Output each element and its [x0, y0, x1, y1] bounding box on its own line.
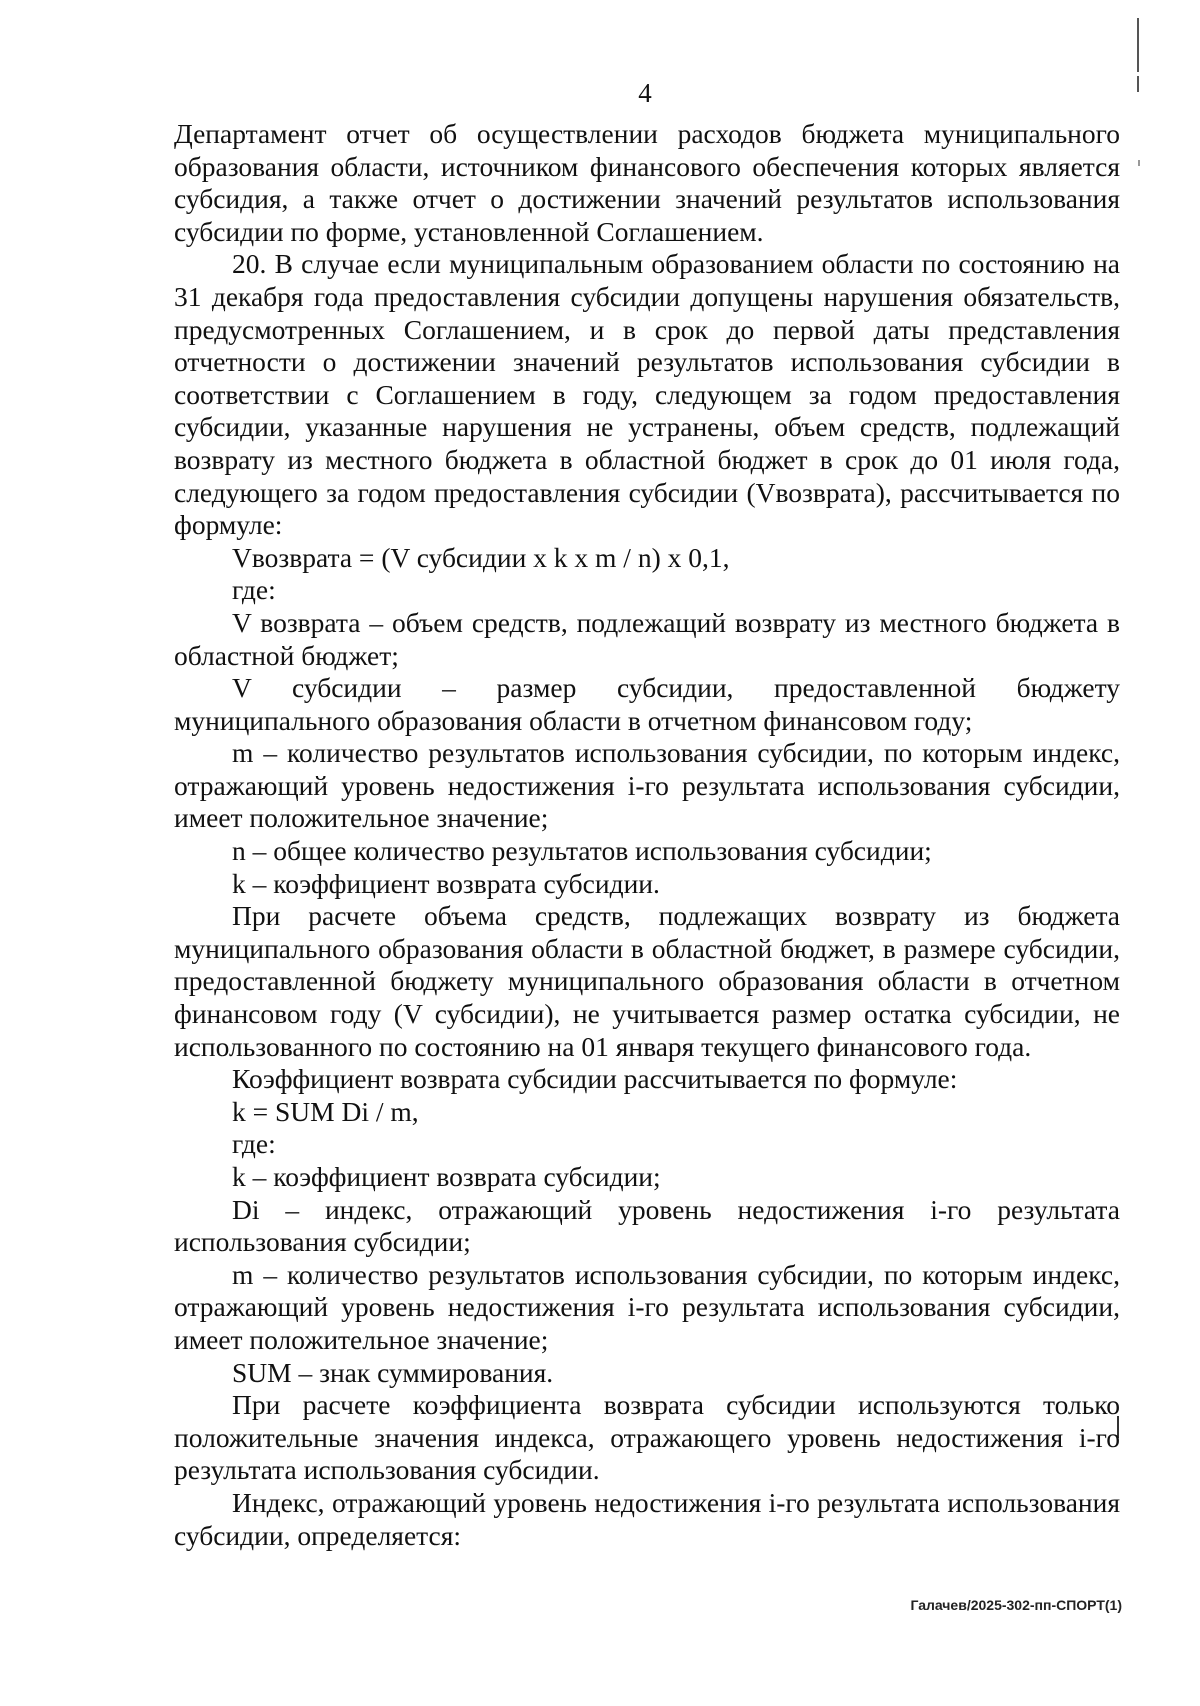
paragraph-p04: где: — [232, 574, 276, 606]
document-body — [174, 118, 1120, 1552]
paragraph-p19: Индекс, отражающий уровень недостижения i-го результата использования субсидии, определяется: — [174, 1486, 1120, 1551]
paragraph-p14: k – коэффициент возврата субсидии; — [232, 1161, 661, 1192]
paragraph-p12: k = SUM Di / m, — [232, 1095, 419, 1127]
paragraph-p07: m – количество результатов использования субсидии, по которым индекс, отражающий уровень недостижения i-го результата использования субсидии, имеет положительное значение; — [174, 737, 1120, 834]
page-number: 4 — [638, 78, 652, 108]
paragraph-p10: При расчете объема средств, подлежащих возврату из бюджета муниципального образования области в областной бюджет, в размере субсидии, предоставленной бюджету муниципального образования области в отчетном финансовом году (V субсидии), не учитывается размер остатка субсидии, не использованного по состоянию на 01 января текущего финансового года. — [174, 900, 1120, 1062]
paragraph-p09: k – коэффициент возврата субсидии. — [232, 867, 660, 899]
paragraph-p11: Коэффициент возврата субсидии рассчитывается по формуле: — [232, 1063, 958, 1095]
paragraph-p06: V субсидии – размер субсидии, предоставленной бюджету муниципального образования области в отчетном финансовом году; — [174, 672, 1120, 736]
scan-edge-mark — [1138, 160, 1140, 166]
paragraph-p15: Di – индекс, отражающий уровень недостижения i-го результата использования субсидии; — [174, 1193, 1120, 1258]
paragraph-p05: V возврата – объем средств, подлежащий возврату из местного бюджета в областной бюджет; — [174, 606, 1120, 671]
document-footer-code: Галачев/2025-302-пп-СПОРТ(1) — [910, 1597, 1122, 1613]
scan-edge-mark — [1137, 18, 1139, 72]
paragraph-p01: Департамент отчет об осуществлении расходов бюджета муниципального образования области, источником финансового обеспечения которых является субсидия, а также отчет о достижении значений результатов использования субсидии по форме, установленной Соглашением. — [174, 118, 1120, 247]
paragraph-p08: n – общее количество результатов использования субсидии; — [232, 835, 932, 867]
paragraph-p13: где: — [232, 1128, 276, 1160]
paragraph-p02: 20. В случае если муниципальным образованием области по состоянию на 31 декабря года предоставления субсидии допущены нарушения обязательств, предусмотренных Соглашением, и в срок до первой даты представления отчетности о достижении значений результатов использования субсидии в соответствии с Соглашением в году, следующем за годом предоставления субсидии, указанные нарушения не устранены, объем средств, подлежащий возврату из местного бюджета в областной бюджет в срок до 01 июля года, следующего за годом предоставления субсидии (Vвозврата), рассчитывается по формуле: — [174, 248, 1120, 541]
paragraph-p16: m – количество результатов использования субсидии, по которым индекс, отражающий уровень недостижения i-го результата использования субсидии, имеет положительное значение; — [174, 1258, 1120, 1355]
paragraph-p03: Vвозврата = (V субсидии x k x m / n) x 0,1, — [232, 541, 730, 573]
paragraph-p17: SUM – знак суммирования. — [232, 1356, 554, 1388]
paragraph-p18: При расчете коэффициента возврата субсидии используются только положительные значения индекса, отражающего уровень недостижения i-го результата использования субсидии. — [174, 1389, 1120, 1486]
